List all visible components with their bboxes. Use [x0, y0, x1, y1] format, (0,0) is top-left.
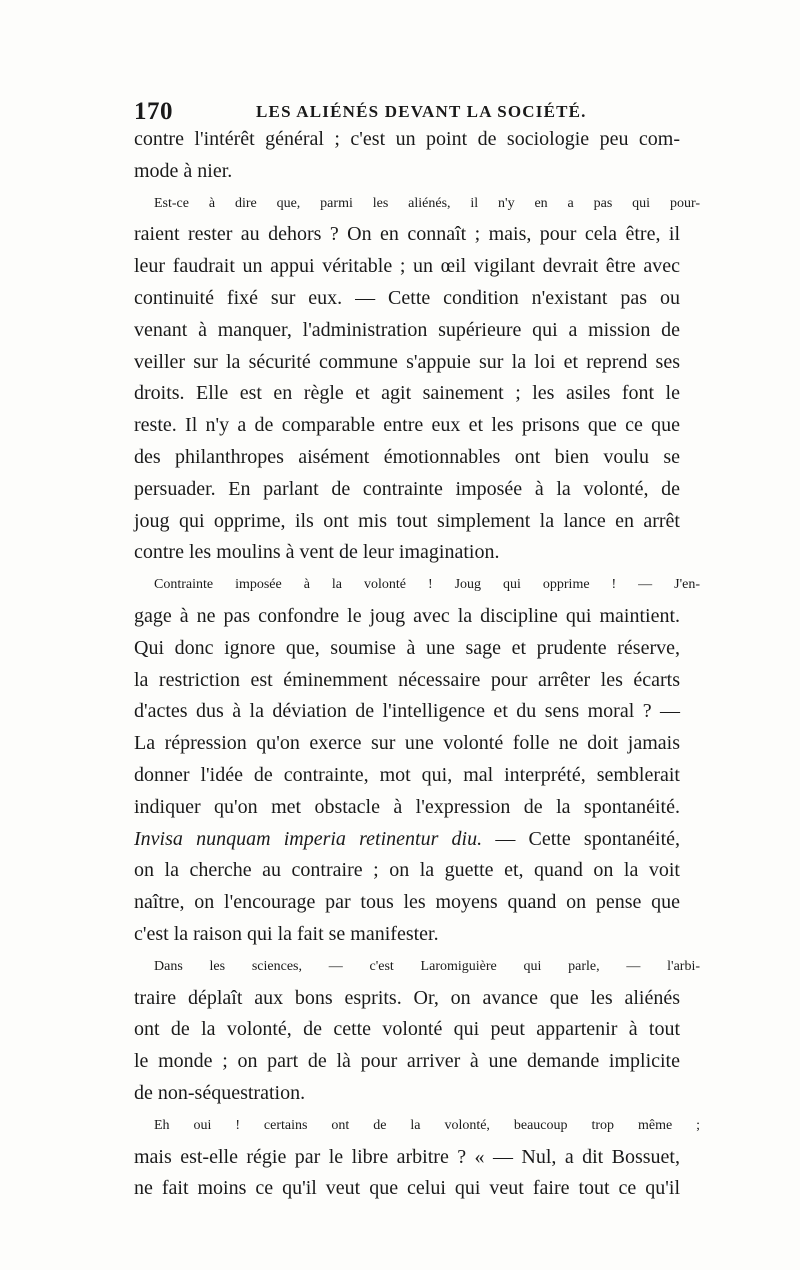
- text-line: de non-séquestration.: [134, 1081, 306, 1104]
- text-line: raient rester au dehors ? On en connaît ; mais, pour cela être, il: [134, 223, 680, 246]
- text-line: veiller sur la sécurité commune s'appuie sur la loi et reprend ses: [134, 350, 680, 373]
- body-text: [134, 124, 700, 1205]
- text-line: Eh oui ! certains ont de la volonté, beaucoup trop même ;: [154, 1117, 700, 1133]
- text-line: venant à manquer, l'administration supérieure qui a mission de: [134, 318, 680, 341]
- text-line: reste. Il n'y a de comparable entre eux et les prisons que ce que: [134, 414, 680, 437]
- text-line: traire déplaît aux bons esprits. Or, on avance que les aliénés: [134, 986, 680, 1009]
- text-line: joug qui opprime, ils ont mis tout simplement la lance en arrêt: [134, 509, 680, 532]
- text-line: La répression qu'on exerce sur une volonté folle ne doit jamais: [134, 732, 680, 755]
- latin-quotation: Invisa nunquam imperia retinentur diu.: [134, 827, 483, 850]
- text-line: des philanthropes aisément émotionnables ont bien voulu se: [134, 445, 680, 468]
- text-line: Qui donc ignore que, soumise à une sage et prudente réserve,: [134, 636, 680, 659]
- text-line: ont de la volonté, de cette volonté qui peut appartenir à tout: [134, 1018, 680, 1041]
- text-line: mais est-elle régie par le libre arbitre ? « — Nul, a dit Bossuet,: [134, 1145, 680, 1168]
- text-line: naître, on l'encourage par tous les moyens quand on pense que: [134, 891, 680, 914]
- text-line: mode à nier.: [134, 159, 233, 182]
- text-line: Contrainte imposée à la volonté ! Joug qui opprime ! — J'en-: [154, 577, 700, 593]
- text-line: droits. Elle est en règle et agit sainement ; les asiles font le: [134, 382, 680, 405]
- text-line: continuité fixé sur eux. — Cette condition n'existant pas ou: [134, 286, 680, 309]
- text-line: la restriction est éminemment nécessaire pour arrêter les écarts: [134, 668, 680, 691]
- text-line: leur faudrait un appui véritable ; un œil vigilant devrait être avec: [134, 255, 680, 278]
- text-line: gage à ne pas confondre le joug avec la discipline qui maintient.: [134, 604, 680, 627]
- text-line: ne fait moins ce qu'il veut que celui qui veut faire tout ce qu'il: [134, 1177, 680, 1200]
- page-number: 170: [134, 98, 173, 125]
- text-line: [134, 824, 680, 856]
- text-line: contre l'intérêt général ; c'est un point de sociologie peu com-: [134, 128, 680, 150]
- text-line: Est-ce à dire que, parmi les aliénés, il n'y en a pas qui pour-: [154, 195, 700, 211]
- text-line: donner l'idée de contrainte, mot qui, mal interprété, semblerait: [134, 763, 680, 786]
- text-line: le monde ; on part de là pour arriver à une demande implicite: [134, 1050, 680, 1073]
- text-line: contre les moulins à vent de leur imagination.: [134, 541, 500, 564]
- text-line: indiquer qu'on met obstacle à l'expression de la spontanéité.: [134, 795, 680, 818]
- text-line: on la cherche au contraire ; on la guette et, quand on la voit: [134, 859, 680, 882]
- text-line: persuader. En parlant de contrainte imposée à la volonté, de: [134, 477, 680, 500]
- text-line: c'est la raison qui la fait se manifester.: [134, 922, 439, 945]
- running-title: LES ALIÉNÉS DEVANT LA SOCIÉTÉ.: [256, 102, 587, 121]
- text-line: d'actes dus à la déviation de l'intelligence et du sens moral ? —: [134, 700, 680, 723]
- text-line: Dans les sciences, — c'est Laromiguière qui parle, — l'arbi-: [154, 958, 700, 974]
- line-text: — Cette spontanéité,: [482, 827, 680, 850]
